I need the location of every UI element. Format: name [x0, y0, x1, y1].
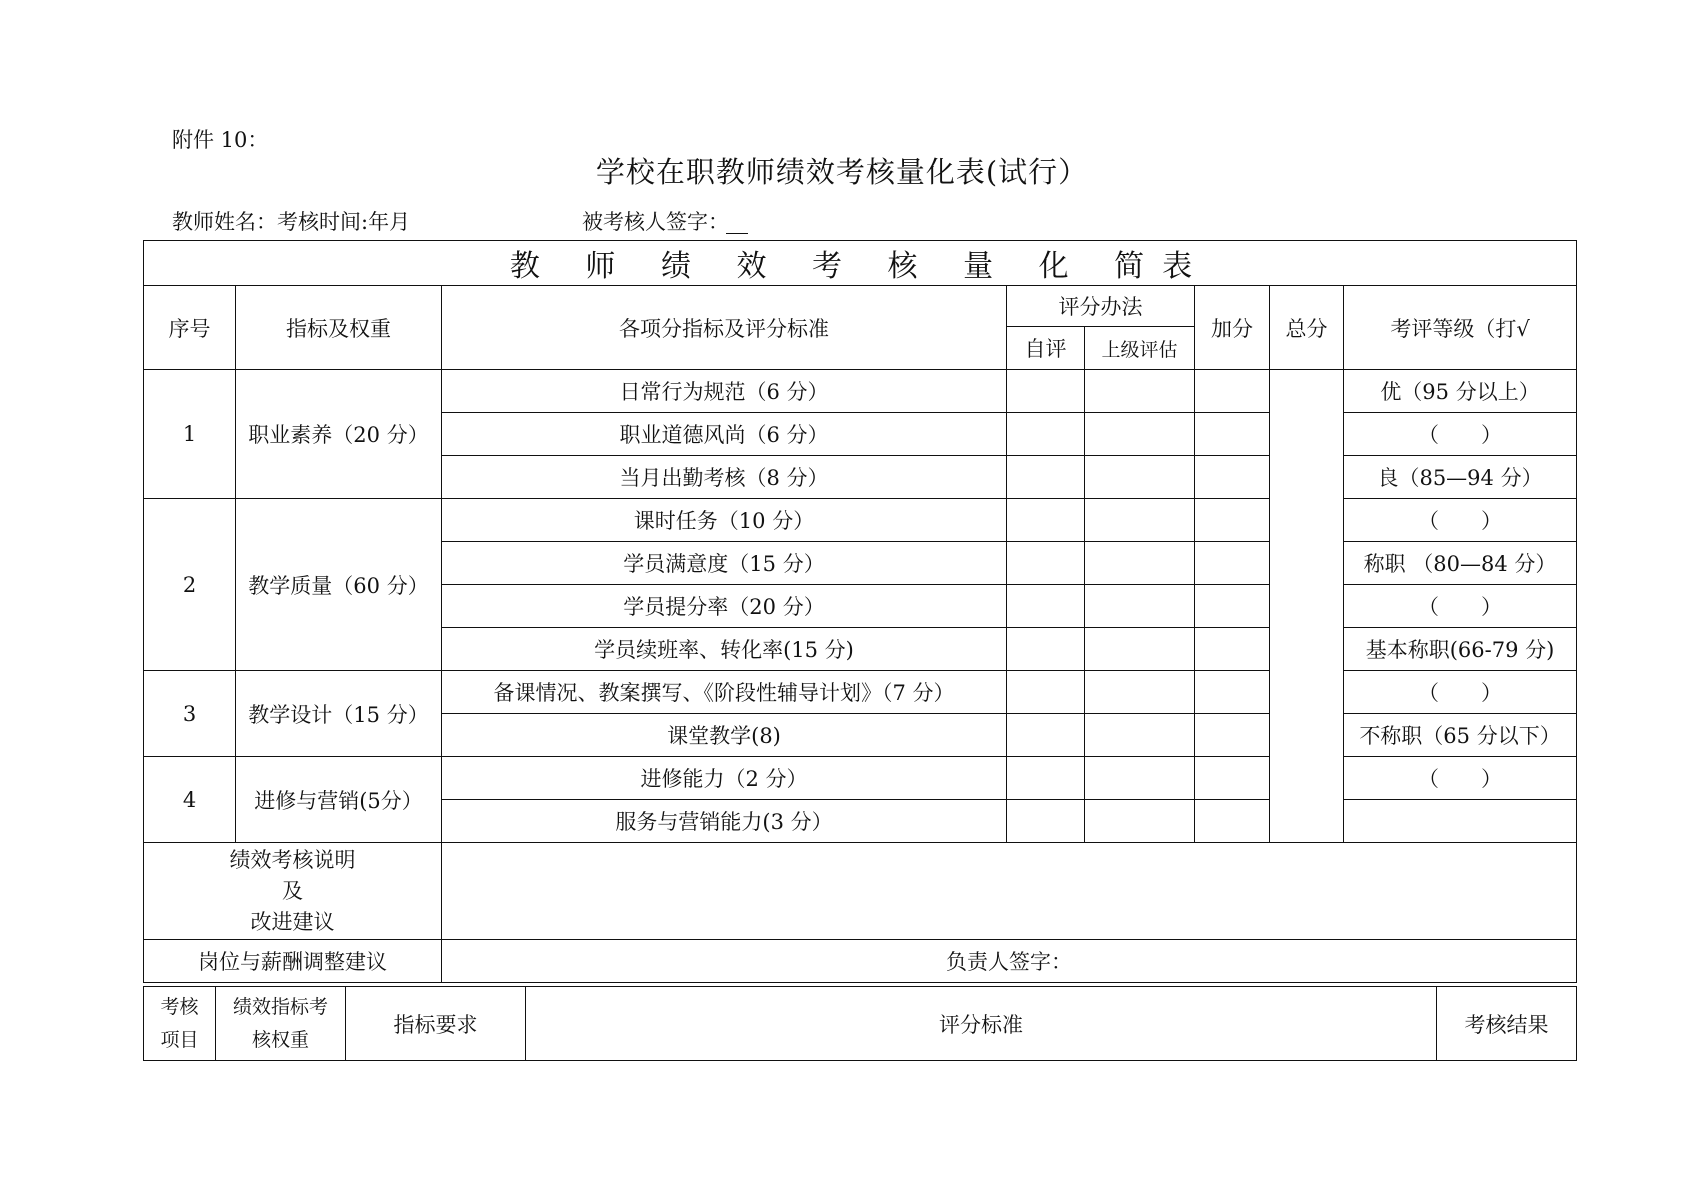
group-indicator: 进修与营销(5分）	[236, 757, 442, 843]
header-method: 评分办法	[1007, 286, 1195, 327]
bonus-cell[interactable]	[1195, 542, 1270, 585]
notes-label-line: 及	[282, 878, 303, 903]
header-assessment-item	[144, 987, 216, 1061]
grade-option: 优（95 分以上）	[1344, 370, 1577, 413]
superior-score-cell[interactable]	[1085, 370, 1195, 413]
teacher-info: 教师姓名：考核时间:年月	[172, 210, 411, 234]
group-seq: 1	[144, 370, 236, 499]
criteria-item: 日常行为规范（6 分）	[442, 370, 1007, 413]
superior-score-cell[interactable]	[1085, 542, 1195, 585]
criteria-item: 学员满意度（15 分）	[442, 542, 1007, 585]
grade-check-cell[interactable]: （ ）	[1344, 671, 1577, 714]
adjustment-label: 岗位与薪酬调整建议	[144, 940, 442, 983]
grade-check-cell[interactable]: （ ）	[1344, 757, 1577, 800]
self-score-cell[interactable]	[1007, 499, 1085, 542]
bonus-cell[interactable]	[1195, 671, 1270, 714]
evaluation-table	[143, 240, 1577, 983]
criteria-item: 备课情况、教案撰写、《阶段性辅导计划》（7 分）	[442, 671, 1007, 714]
header-total: 总分	[1270, 286, 1344, 370]
self-score-cell[interactable]	[1007, 370, 1085, 413]
self-score-cell[interactable]	[1007, 714, 1085, 757]
self-score-cell[interactable]	[1007, 628, 1085, 671]
self-score-cell[interactable]	[1007, 542, 1085, 585]
superior-score-cell[interactable]	[1085, 671, 1195, 714]
header-requirement: 指标要求	[346, 987, 526, 1061]
superior-score-cell[interactable]	[1085, 628, 1195, 671]
self-score-cell[interactable]	[1007, 757, 1085, 800]
superior-score-cell[interactable]	[1085, 800, 1195, 843]
self-score-cell[interactable]	[1007, 456, 1085, 499]
criteria-item: 当月出勤考核（8 分）	[442, 456, 1007, 499]
signature-label: 被考核人签字：	[582, 210, 729, 234]
bonus-cell[interactable]	[1195, 628, 1270, 671]
header-criteria: 各项分指标及评分标准	[442, 286, 1007, 370]
criteria-detail-table	[143, 986, 1577, 1061]
header-bonus: 加分	[1195, 286, 1270, 370]
header-line: 考核	[160, 995, 199, 1018]
criteria-item: 服务与营销能力(3 分）	[442, 800, 1007, 843]
header-indicator: 指标及权重	[236, 286, 442, 370]
superior-score-cell[interactable]	[1085, 757, 1195, 800]
self-score-cell[interactable]	[1007, 585, 1085, 628]
grade-option: 良（85—94 分）	[1344, 456, 1577, 499]
bonus-cell[interactable]	[1195, 456, 1270, 499]
self-score-cell[interactable]	[1007, 413, 1085, 456]
header-seq: 序号	[144, 286, 236, 370]
superior-score-cell[interactable]	[1085, 714, 1195, 757]
bonus-cell[interactable]	[1195, 757, 1270, 800]
self-score-cell[interactable]	[1007, 671, 1085, 714]
group-seq: 4	[144, 757, 236, 843]
signer-field[interactable]: 负责人签字：	[442, 940, 1577, 983]
signature-line[interactable]	[726, 233, 748, 234]
grade-check-cell[interactable]: （ ）	[1344, 585, 1577, 628]
notes-label-line: 绩效考核说明	[229, 847, 356, 872]
criteria-item: 课时任务（10 分）	[442, 499, 1007, 542]
grade-option: 基本称职(66-79 分)	[1344, 628, 1577, 671]
superior-score-cell[interactable]	[1085, 413, 1195, 456]
header-line: 绩效指标考	[232, 995, 328, 1018]
header-weight	[216, 987, 346, 1061]
criteria-item: 学员续班率、转化率(15 分)	[442, 628, 1007, 671]
criteria-item: 学员提分率（20 分）	[442, 585, 1007, 628]
grade-option: 称职 （80—84 分）	[1344, 542, 1577, 585]
table-caption: 教 师 绩 效 考 核 量 化 简表	[144, 241, 1577, 286]
bonus-cell[interactable]	[1195, 499, 1270, 542]
group-seq: 3	[144, 671, 236, 757]
notes-field[interactable]	[442, 843, 1577, 940]
header-self: 自评	[1007, 327, 1085, 370]
superior-score-cell[interactable]	[1085, 499, 1195, 542]
group-indicator: 职业素养（20 分）	[236, 370, 442, 499]
header-line: 项目	[160, 1028, 199, 1051]
bonus-cell[interactable]	[1195, 413, 1270, 456]
header-line: 核权重	[251, 1028, 309, 1051]
total-score-cell[interactable]	[1270, 370, 1344, 843]
grade-option	[1344, 800, 1577, 843]
superior-score-cell[interactable]	[1085, 585, 1195, 628]
superior-score-cell[interactable]	[1085, 456, 1195, 499]
bonus-cell[interactable]	[1195, 370, 1270, 413]
criteria-item: 课堂教学(8)	[442, 714, 1007, 757]
group-indicator: 教学设计（15 分）	[236, 671, 442, 757]
bonus-cell[interactable]	[1195, 714, 1270, 757]
header-result: 考核结果	[1437, 987, 1577, 1061]
group-seq: 2	[144, 499, 236, 671]
criteria-item: 进修能力（2 分）	[442, 757, 1007, 800]
bonus-cell[interactable]	[1195, 800, 1270, 843]
criteria-item: 职业道德风尚（6 分）	[442, 413, 1007, 456]
grade-check-cell[interactable]: （ ）	[1344, 499, 1577, 542]
grade-check-cell[interactable]: （ ）	[1344, 413, 1577, 456]
header-scoring-standard: 评分标准	[526, 987, 1437, 1061]
grade-option: 不称职（65 分以下）	[1344, 714, 1577, 757]
notes-label-line: 改进建议	[250, 909, 335, 934]
header-superior: 上级评估	[1085, 327, 1195, 370]
group-indicator: 教学质量（60 分）	[236, 499, 442, 671]
header-grade: 考评等级（打√	[1344, 286, 1577, 370]
bonus-cell[interactable]	[1195, 585, 1270, 628]
page-title: 学校在职教师绩效考核量化表(试行）	[595, 155, 1089, 189]
attachment-label: 附件 10：	[172, 128, 269, 152]
notes-label	[144, 843, 442, 940]
self-score-cell[interactable]	[1007, 800, 1085, 843]
